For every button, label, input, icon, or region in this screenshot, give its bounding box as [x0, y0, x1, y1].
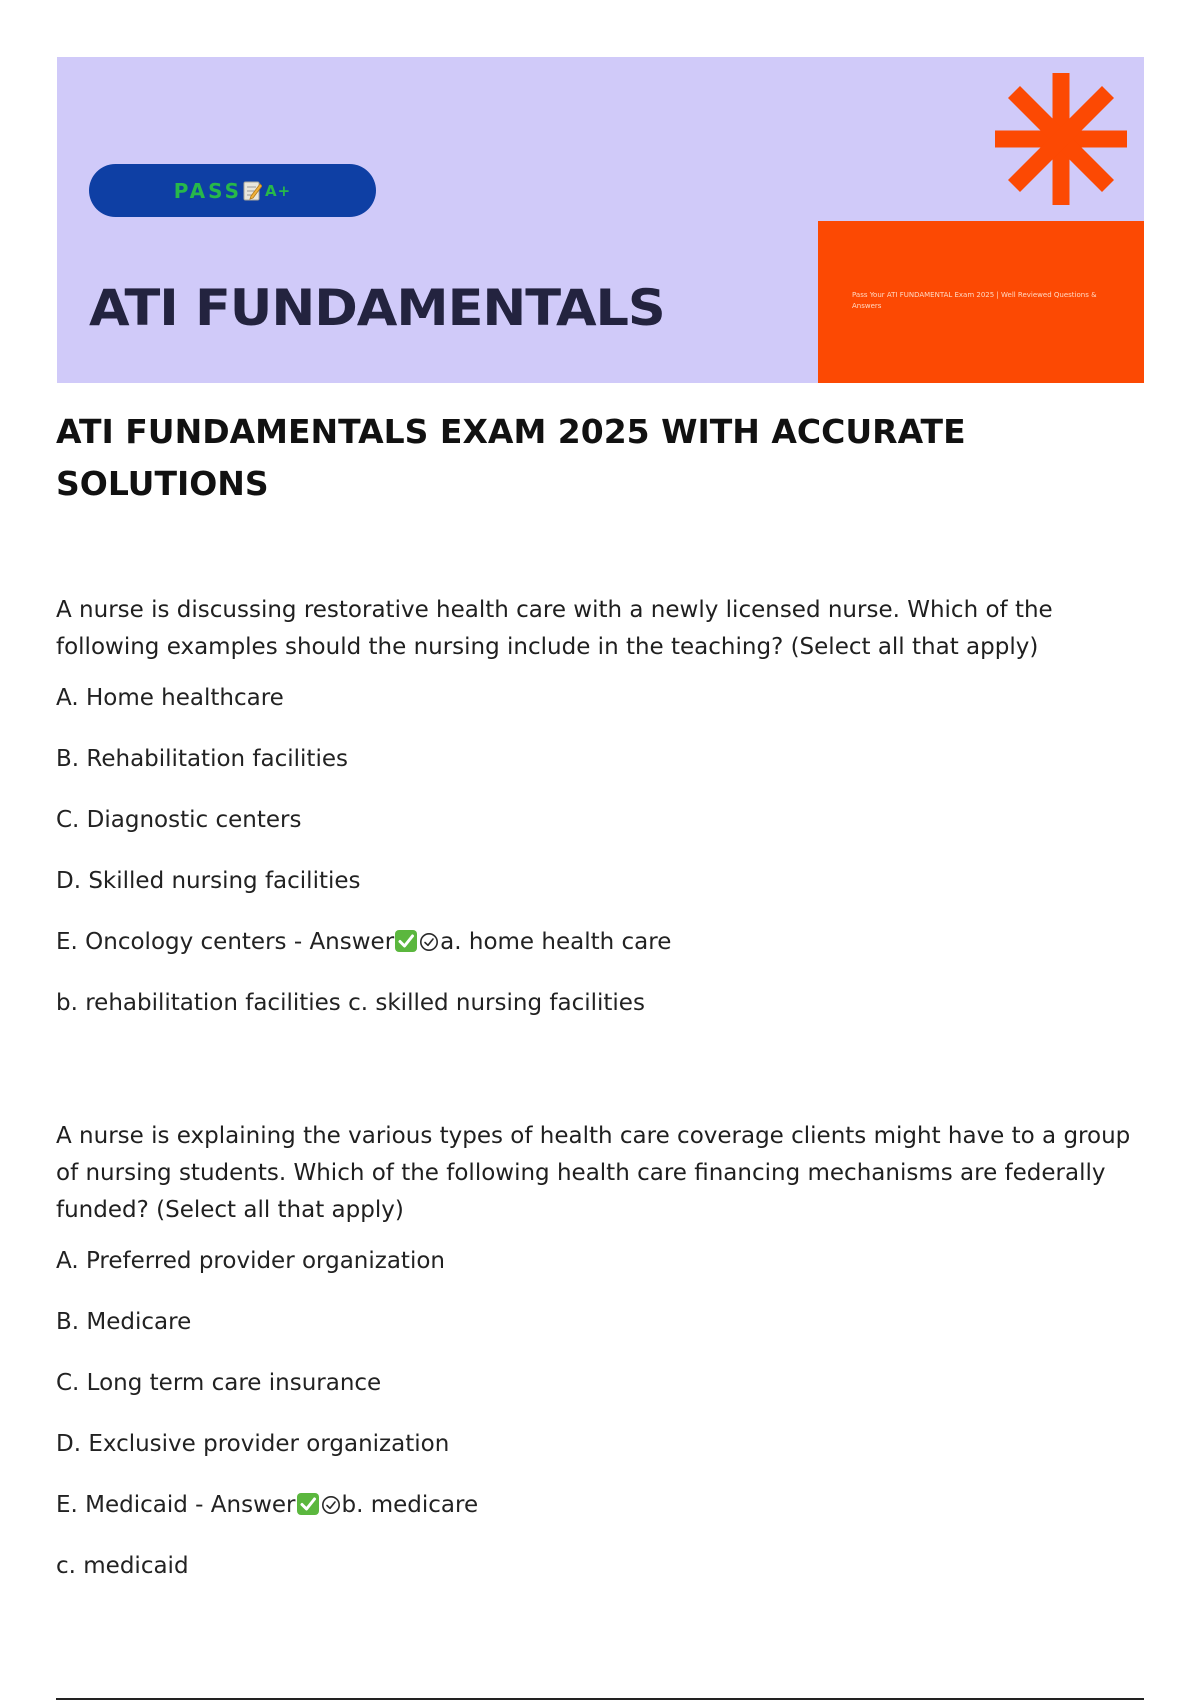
answer-option-with-answer — [56, 1487, 1146, 1548]
answer-option: C. Long term care insurance — [56, 1370, 382, 1396]
answer-option: B. Rehabilitation facilities — [56, 746, 348, 772]
brand-pill — [89, 164, 376, 217]
answer-option: C. Diagnostic centers — [56, 807, 302, 833]
check-mark-button-icon — [395, 930, 417, 952]
answer-text: b. medicare — [341, 1492, 479, 1518]
banner-title: ATI FUNDAMENTALS — [89, 279, 665, 337]
answer-option-with-answer — [56, 924, 1146, 985]
question-stem: A nurse is discussing restorative health care with a newly licensed nurse. Which of the following examples should the nursing include in the teaching? (Select all that apply) — [56, 597, 1053, 660]
memo-icon — [243, 180, 262, 201]
question-stem: A nurse is explaining the various types of health care coverage clients might have to a group of nursing students. Which of the following health care financing mechanisms are federally funded? (Select all that apply) — [56, 1123, 1131, 1223]
question-block — [56, 592, 1146, 1022]
answer-option: D. Exclusive provider organization — [56, 1431, 450, 1457]
brand-text-pass: PASS — [173, 178, 243, 203]
banner-subtitle: Pass Your ATI FUNDAMENTAL Exam 2025 | Well Reviewed Questions & Answers — [852, 291, 1097, 310]
circle-check-icon — [321, 1495, 341, 1515]
answer-option: D. Skilled nursing facilities — [56, 868, 361, 894]
question-block — [56, 1118, 1146, 1585]
asterisk-icon — [993, 71, 1129, 207]
circle-check-icon — [419, 932, 439, 952]
answer-continuation: b. rehabilitation facilities c. skilled nursing facilities — [56, 990, 645, 1016]
answer-option-label: E. Medicaid - Answer — [56, 1492, 296, 1518]
answer-option: B. Medicare — [56, 1309, 192, 1335]
banner-accent-box — [818, 221, 1144, 383]
answer-text: a. home health care — [440, 929, 672, 955]
answer-option-label: E. Oncology centers - Answer — [56, 929, 395, 955]
answer-option: A. Home healthcare — [56, 685, 284, 711]
brand-text-grade: A+ — [265, 181, 292, 200]
brand-logo — [174, 179, 291, 203]
document-title: ATI FUNDAMENTALS EXAM 2025 WITH ACCURATE SOLUTIONS — [56, 412, 966, 503]
answer-option: A. Preferred provider organization — [56, 1248, 445, 1274]
answer-continuation: c. medicaid — [56, 1553, 189, 1579]
check-mark-button-icon — [297, 1493, 319, 1515]
header-banner — [57, 57, 1144, 383]
